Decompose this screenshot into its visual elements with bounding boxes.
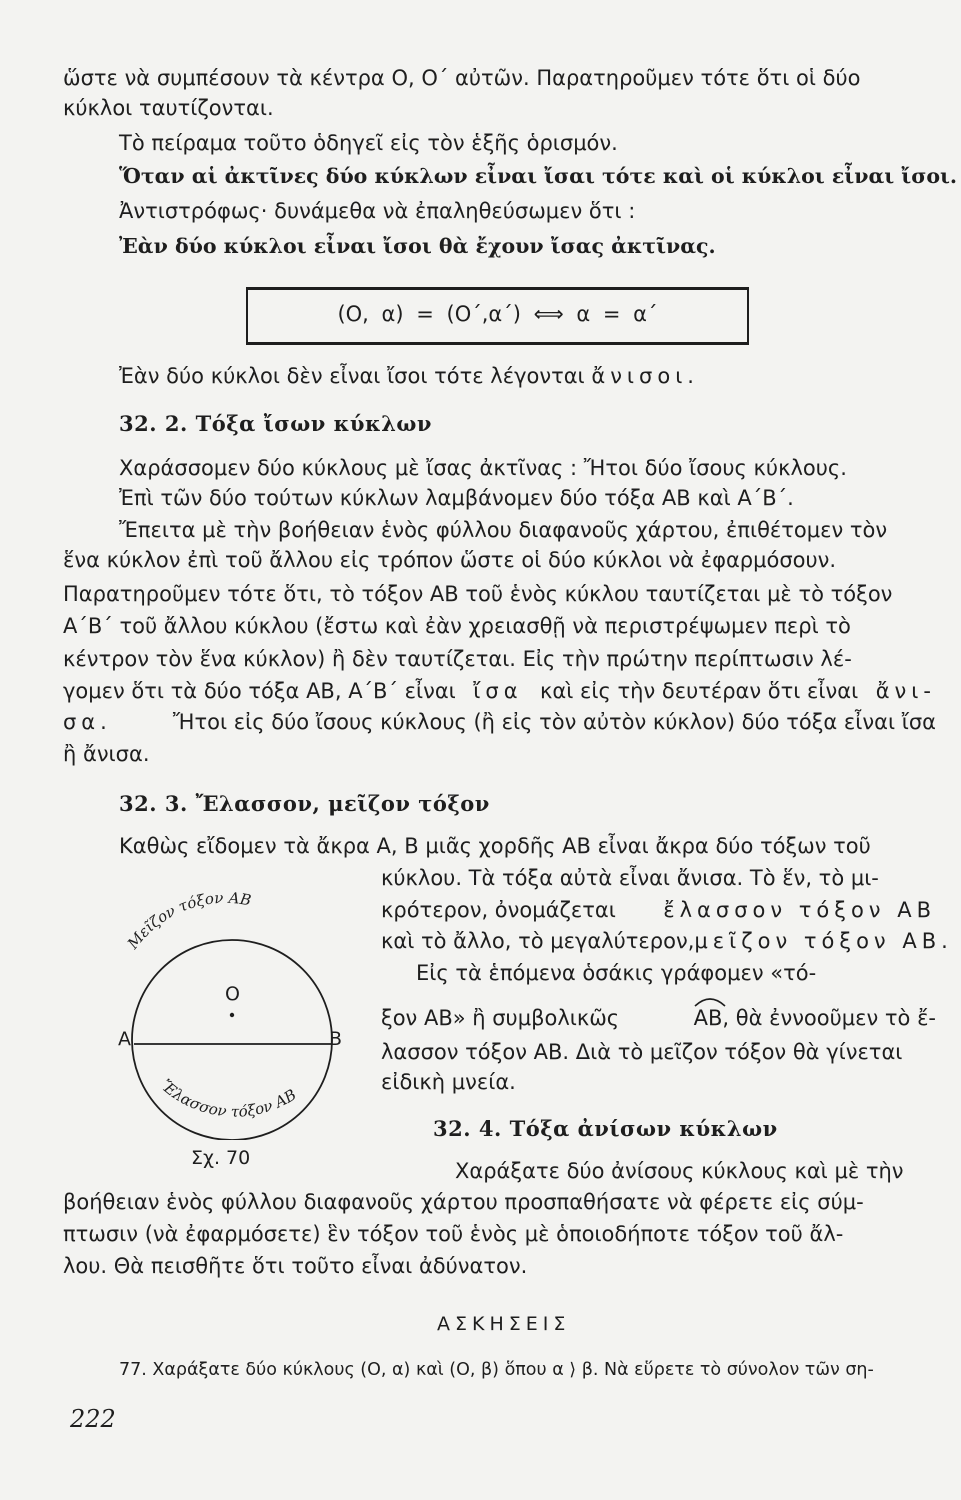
text-line: πτωσιν (νὰ ἐφαρμόσετε) ἓν τόξον τοῦ ἑνὸς μὲ ὁποιοδήποτε τόξον τοῦ ἄλ-: [63, 1222, 844, 1246]
text-line: Ἔπειτα μὲ τὴν βοήθειαν ἑνὸς φύλλου διαφανοῦς χάρτου, ἐπιθέτομεν τὸν: [119, 518, 888, 542]
term-unequal: ἄνισοι.: [591, 364, 699, 388]
arc-overline-icon: [693, 994, 727, 1008]
figure-caption: Σχ. 70: [191, 1147, 251, 1169]
text-line: Ἐπὶ τῶν δύο τούτων κύκλων λαμβάνομεν δύο τόξα ΑΒ καὶ Α΄Β΄.: [119, 486, 794, 510]
definition-statement: Ὅταν αἱ ἀκτῖνες δύο κύκλων εἶναι ἴσαι τότε καὶ οἱ κύκλοι εἶναι ἴσοι.: [119, 164, 958, 188]
text-line: Ἀντιστρόφως· δυνάμεθα νὰ ἐπαληθεύσωμεν ὅτι :: [119, 199, 636, 223]
converse-statement: Ἐὰν δύο κύκλοι εἶναι ἴσοι θὰ ἔχουν ἴσας ἀκτῖνας.: [119, 234, 716, 258]
section-heading: 32. 2. Τόξα ἴσων κύκλων: [119, 411, 432, 436]
text-line: Τὸ πείραμα τοῦτο ὁδηγεῖ εἰς τὸν ἑξῆς ὁρισμόν.: [119, 131, 618, 155]
text-line: κέντρον τὸν ἕνα κύκλον) ἢ δὲν ταυτίζεται. Εἰς τὴν πρώτην περίπτωσιν λέ-: [63, 647, 852, 671]
section-heading: 32. 4. Τόξα ἀνίσων κύκλων: [433, 1116, 778, 1141]
text-line: Χαράξατε δύο ἀνίσους κύκλους καὶ μὲ τὴν: [455, 1159, 904, 1183]
text-line: Καθὼς εἴδομεν τὰ ἄκρα Α, Β μιᾶς χορδῆς ΑΒ εἶναι ἄκρα δύο τόξων τοῦ: [119, 834, 871, 858]
arc-symbol: ΑΒ, θὰ ἐννοοῦμεν τὸ ἔ-: [694, 1004, 936, 1032]
term-equal: ἴσα: [473, 679, 523, 703]
point-a-label: Α: [118, 1028, 131, 1050]
text-line: λου. Θὰ πεισθῆτε ὅτι τοῦτο εἶναι ἀδύνατον.: [63, 1254, 528, 1278]
text-line: ἢ ἄνισα.: [63, 742, 150, 766]
term-major-arc: μεῖζον τόξον ΑΒ.: [694, 929, 953, 953]
text-line: καὶ τὸ ἄλλο, τὸ μεγαλύτερον, μεῖζον τόξον ΑΒ.: [381, 929, 953, 953]
point-b-label: Β: [329, 1028, 343, 1050]
term-minor-arc: ἔλασσον τόξον ΑΒ: [663, 898, 936, 922]
exercises-heading: ΑΣΚΗΣΕΙΣ: [437, 1313, 571, 1335]
major-arc-label: Μεῖζον τόξον ΑΒ: [123, 888, 253, 953]
text-line: Εἰς τὰ ἑπόμενα ὁσάκις γράφομεν «τό-: [416, 961, 817, 985]
figure-70-diagram: [95, 870, 370, 1140]
section-heading: 32. 3. Ἔλασσον, μεῖζον τόξον: [119, 791, 490, 816]
text-line: Ἐὰν δύο κύκλοι δὲν εἶναι ἴσοι τότε λέγονται ἄνισοι.: [119, 364, 699, 388]
text-line: βοήθειαν ἑνὸς φύλλου διαφανοῦς χάρτου προσπαθήσατε νὰ φέρετε εἰς σύμ-: [63, 1190, 864, 1214]
text-line: κύκλοι ταυτίζονται.: [63, 96, 274, 120]
center-point: [230, 1013, 234, 1017]
text-line: σα. Ἤτοι εἰς δύο ἴσους κύκλους (ἢ εἰς τὸν αὐτὸν κύκλον) δύο τόξα εἶναι ἴσα: [63, 710, 936, 734]
circle-equality-formula: (Ο, α) = (Ο΄,α΄) ⟺ α = α΄: [337, 302, 658, 326]
text-line: Α΄Β΄ τοῦ ἄλλου κύκλου (ἔστω καὶ ἐὰν χρειασθῇ νὰ περιστρέψωμεν περὶ τὸ: [63, 614, 851, 638]
formula-box: [246, 287, 749, 345]
text-line: εἰδικὴ μνεία.: [381, 1070, 516, 1094]
text-line: κρότερον, ὀνομάζεται ἔλασσον τόξον ΑΒ: [381, 898, 936, 922]
text-line: ἕνα κύκλον ἐπὶ τοῦ ἄλλου εἰς τρόπον ὥστε οἱ δύο κύκλοι νὰ ἐφαρμόσουν.: [63, 548, 837, 572]
minor-arc-label: Ἔλασσον τόξον ΑΒ: [157, 1076, 300, 1121]
text-line: ὥστε νὰ συμπέσουν τὰ κέντρα Ο, Ο΄ αὐτῶν. Παρατηροῦμεν τότε ὅτι οἱ δύο: [63, 66, 861, 90]
text-line: ξον ΑΒ» ἢ συμβολικῶς ΑΒ, θὰ ἐννοοῦμεν τὸ ἔ-: [381, 1004, 936, 1032]
term-unequal: ἄνι-: [875, 679, 936, 703]
text-line: λασσον τόξον ΑΒ. Διὰ τὸ μεῖζον τόξον θὰ γίνεται: [381, 1040, 903, 1064]
center-label: Ο: [225, 983, 240, 1005]
text-line: Χαράσσομεν δύο κύκλους μὲ ἴσας ἀκτῖνας : Ἤτοι δύο ἴσους κύκλους.: [119, 456, 847, 480]
text-line: κύκλου. Τὰ τόξα αὐτὰ εἶναι ἄνισα. Τὸ ἕν, τὸ μι-: [381, 866, 879, 890]
text-line: Παρατηροῦμεν τότε ὅτι, τὸ τόξον ΑΒ τοῦ ἑνὸς κύκλου ταυτίζεται μὲ τὸ τόξον: [63, 582, 893, 606]
text-line: γομεν ὅτι τὰ δύο τόξα ΑΒ, Α΄Β΄ εἶναι ἴσα καὶ εἰς τὴν δευτέραν ὅτι εἶναι ἄνι-: [63, 679, 936, 703]
page-number: 222: [70, 1405, 116, 1433]
exercise-77: 77. Χαράξατε δύο κύκλους (Ο, α) καὶ (Ο, β) ὅπου α ⟩ β. Νὰ εὕρετε τὸ σύνολον τῶν ση-: [119, 1360, 874, 1380]
